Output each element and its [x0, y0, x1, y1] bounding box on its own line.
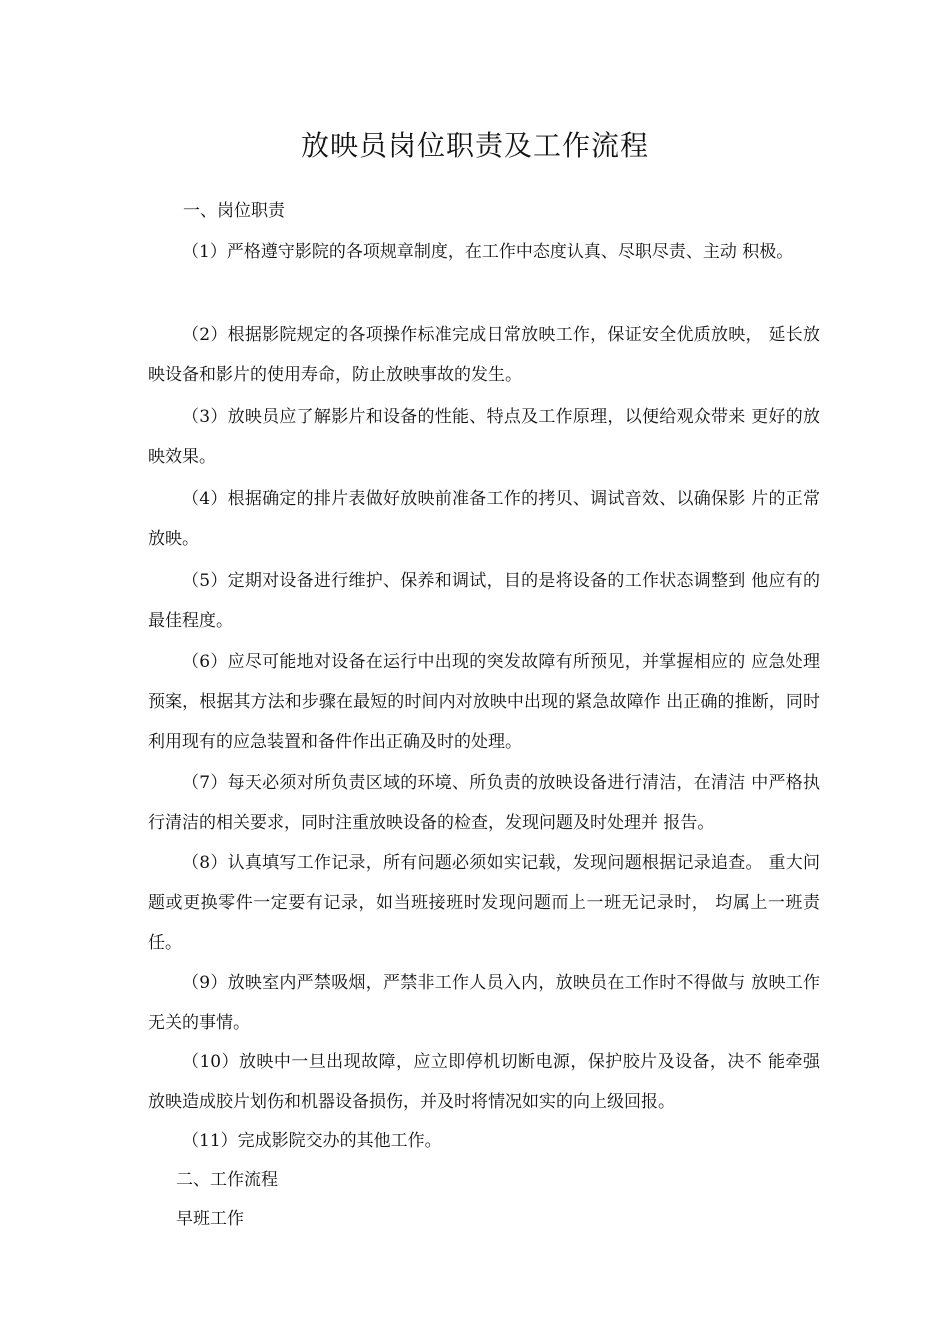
duty-item-9: （9）放映室内严禁吸烟，严禁非工作人员入内，放映员在工作时不得做与 放映工作无关的事情。 — [148, 973, 820, 1033]
duty-item-5: （5）定期对设备进行维护、保养和调试，目的是将设备的工作状态调整到 他应有的最佳程度。 — [148, 571, 820, 631]
duty-item-7: （7）每天必须对所负责区域的环境、所负责的放映设备进行清洁，在清洁 中严格执行清洁的相关要求，同时注重放映设备的检查，发现问题及时处理并 报告。 — [148, 773, 820, 833]
duty-item-11: （11）完成影院交办的其他工作。 — [182, 1131, 442, 1151]
section-heading-duties: 一、岗位职责 — [183, 201, 285, 221]
subsection-morning-shift: 早班工作 — [176, 1209, 244, 1229]
duty-item-8: （8）认真填写工作记录，所有问题必须如实记载，发现问题根据记录追查。 重大问题或更换零件一定要有记录，如当班接班时发现问题而上一班无记录时， 均属上一班责任。 — [148, 853, 820, 953]
duty-item-3: （3）放映员应了解影片和设备的性能、特点及工作原理，以便给观众带来 更好的放映效果。 — [148, 407, 820, 467]
duty-item-10: （10）放映中一旦出现故障，应立即停机切断电源，保护胶片及设备，决不 能牵强放映造成胶片划伤和机器设备损伤，并及时将情况如实的向上级回报。 — [148, 1052, 820, 1112]
duty-item-1: （1）严格遵守影院的各项规章制度，在工作中态度认真、尽职尽责、主动 积极。 — [182, 242, 794, 262]
duty-item-4: （4）根据确定的排片表做好放映前准备工作的拷贝、调试音效、以确保影 片的正常放映。 — [148, 489, 820, 549]
duty-item-6: （6）应尽可能地对设备在运行中出现的突发故障有所预见，并掌握相应的 应急处理预案，根据其方法和步骤在最短的时间内对放映中出现的紧急故障作 出正确的推断，同时利用现有的应急装置和备件作出正确及时的处理。 — [148, 652, 820, 752]
section-heading-workflow: 二、工作流程 — [176, 1170, 278, 1190]
document-title: 放映员岗位职责及工作流程 — [300, 129, 649, 162]
duty-item-2: （2）根据影院规定的各项操作标准完成日常放映工作，保证安全优质放映， 延长放映设备和影片的使用寿命，防止放映事故的发生。 — [148, 325, 820, 385]
